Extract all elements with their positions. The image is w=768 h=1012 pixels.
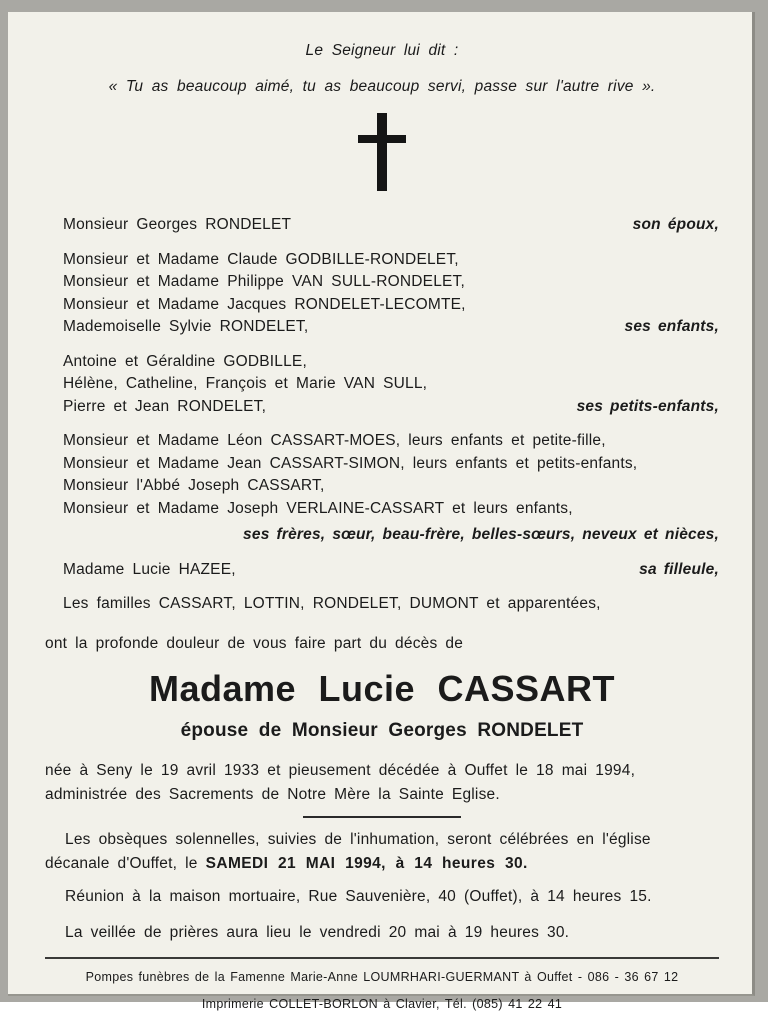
mourner-line: Pierre et Jean RONDELET,: [63, 397, 267, 415]
funeral-date-bold: SAMEDI 21 MAI 1994, à 14 heures 30.: [205, 855, 528, 872]
mourner-group-spouse: [45, 214, 719, 237]
footer-divider: [45, 957, 719, 959]
section-divider: [303, 816, 461, 818]
funeral-text: Les obsèques solennelles, suivies de l'inhumation, seront célébrées en l'église décanale d'Ouffet, le: [45, 831, 651, 872]
mourner-line: Antoine et Géraldine GODBILLE,: [63, 352, 307, 370]
mourner-line: Monsieur l'Abbé Joseph CASSART,: [63, 477, 325, 494]
mourner-group-siblings: [45, 430, 719, 547]
announcement-line: ont la profonde douleur de vous faire part du décès de: [45, 634, 464, 652]
mourner-group-families: [45, 593, 719, 616]
relation-label: sa filleule,: [639, 560, 719, 578]
spouse-line: épouse de Monsieur Georges RONDELET: [180, 720, 584, 741]
mourner-line: Monsieur et Madame Jean CASSART-SIMON, leurs enfants et petits-enfants,: [63, 454, 638, 472]
death-announcement-document: [8, 12, 755, 1011]
reunion-line: Réunion à la maison mortuaire, Rue Sauvenière, 40 (Ouffet), à 14 heures 15.: [65, 888, 652, 905]
mourner-line: Mademoiselle Sylvie RONDELET,: [63, 318, 309, 335]
mourner-line: Monsieur et Madame Léon CASSART-MOES, leurs enfants et petite-fille,: [63, 432, 606, 449]
funeral-home-credit: Pompes funèbres de la Famenne Marie-Anne LOUMRHARI-GUERMANT à Ouffet - 086 - 36 67 12: [85, 970, 679, 984]
scripture-quote: « Tu as beaucoup aimé, tu as beaucoup servi, passe sur l'autre rive ».: [108, 77, 656, 95]
funeral-announcement: [45, 828, 719, 876]
bio-line: née à Seny le 19 avril 1933 et pieusement décédée à Ouffet le 18 mai 1994,: [45, 762, 636, 779]
mourner-group-children: [45, 249, 719, 339]
mourner-line: Monsieur et Madame Philippe VAN SULL-RONDELET,: [63, 273, 466, 290]
bio-line: administrée des Sacrements de Notre Mère la Sainte Eglise.: [45, 785, 500, 803]
relation-label: ses petits-enfants,: [576, 397, 719, 415]
mourner-line: Monsieur et Madame Joseph VERLAINE-CASSART et leurs enfants,: [63, 499, 573, 517]
mourner-group-goddaughter: [45, 559, 719, 582]
mourner-line: Monsieur Georges RONDELET: [63, 216, 292, 233]
mourner-line: Monsieur et Madame Jacques RONDELET-LECOMTE,: [63, 295, 466, 313]
latin-cross-icon: [358, 113, 406, 191]
deceased-name: Madame Lucie CASSART: [148, 668, 616, 709]
mourner-line: Les familles CASSART, LOTTIN, RONDELET, DUMONT et apparentées,: [63, 595, 601, 612]
mourner-line: Hélène, Catheline, François et Marie VAN SULL,: [63, 375, 428, 392]
mourner-group-grandchildren: [45, 351, 719, 419]
mourner-line: Madame Lucie HAZEE,: [63, 560, 236, 578]
printer-credit: Imprimerie COLLET-BORLON à Clavier, Tél. (085) 41 22 41: [201, 997, 563, 1011]
relation-label: son époux,: [632, 216, 719, 233]
relation-label: ses frères, sœur, beau-frère, belles-sœurs, neveux et nièces,: [243, 526, 719, 543]
biography: [45, 759, 719, 806]
veillee-line: La veillée de prières aura lieu le vendredi 20 mai à 19 heures 30.: [65, 924, 570, 941]
relation-label: ses enfants,: [624, 318, 719, 335]
quote-intro: Le Seigneur lui dit :: [305, 42, 459, 59]
mourner-line: Monsieur et Madame Claude GODBILLE-RONDELET,: [63, 250, 459, 268]
